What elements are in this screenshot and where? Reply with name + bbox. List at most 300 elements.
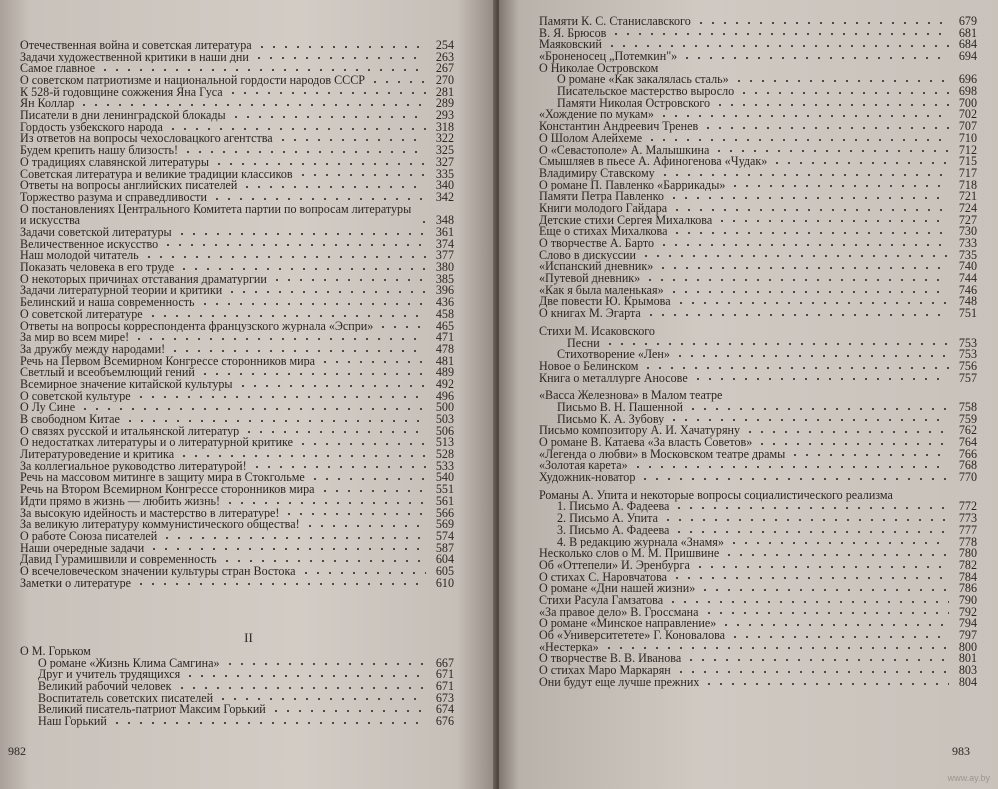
- dot-leader: [184, 674, 426, 678]
- toc-entry-title: О советском патриотизме и национальной гордости народов СССР: [20, 75, 366, 87]
- dot-leader: [182, 150, 426, 154]
- toc-entry[interactable]: [20, 110, 454, 122]
- toc-entry[interactable]: [539, 674, 977, 689]
- toc-entry[interactable]: [539, 165, 977, 180]
- toc-entry-page: 465: [435, 318, 454, 333]
- dot-leader: [133, 337, 426, 341]
- toc-entry-title: О постановлениях Центрального Комитета партии по вопросам литературы и искусства: [20, 201, 412, 228]
- dot-leader: [79, 407, 426, 411]
- toc-entry-title: Писатели в дни ленинградской блокады: [20, 110, 226, 122]
- toc-entry-title: «Васса Железнова» в Малом театре: [539, 390, 723, 402]
- dot-leader: [297, 442, 426, 446]
- dot-leader: [645, 313, 949, 317]
- toc-entry-title: Торжество разума и справедливости: [20, 191, 207, 204]
- toc-entry[interactable]: [539, 142, 977, 157]
- toc-entry-title: Владимиру Ставскому: [539, 167, 655, 180]
- toc-entry[interactable]: [20, 98, 454, 110]
- right-toc-list: [539, 13, 977, 689]
- toc-entry-page: 380: [435, 260, 454, 275]
- toc-entry[interactable]: [539, 390, 977, 402]
- dot-leader: [369, 80, 426, 84]
- toc-entry-page: 506: [435, 423, 454, 438]
- toc-entry-page: 684: [958, 37, 977, 52]
- toc-entry-title: Несколько слов о М. М. Пришвине: [539, 548, 720, 560]
- toc-entry[interactable]: [20, 681, 454, 693]
- dot-leader: [716, 219, 949, 223]
- toc-entry[interactable]: [20, 575, 454, 590]
- toc-entry-page: 673: [435, 690, 454, 705]
- toc-entry-page: 674: [435, 702, 454, 717]
- toc-entry-title: О «Севастополе» А. Малышкина: [539, 144, 710, 157]
- toc-entry-page: 604: [435, 552, 454, 567]
- toc-entry-page: 758: [958, 399, 977, 414]
- toc-entry-title: Две повести Ю. Крымова: [539, 296, 671, 309]
- dot-leader: [646, 138, 949, 142]
- toc-entry-page: 698: [958, 84, 977, 99]
- toc-entry-title: О М. Горьком: [20, 645, 91, 658]
- toc-entry[interactable]: [20, 402, 454, 414]
- toc-entry-page: 718: [958, 177, 977, 192]
- toc-entry[interactable]: [20, 250, 454, 262]
- toc-entry-title: Памяти Петра Павленко: [539, 191, 664, 203]
- dot-leader: [135, 395, 426, 399]
- toc-entry-title: Речь на Первом Всемирном Конгрессе сторонников мира: [20, 355, 316, 368]
- toc-entry[interactable]: [539, 95, 977, 110]
- toc-entry[interactable]: [20, 306, 454, 321]
- page-number: 982: [8, 744, 26, 758]
- toc-entry[interactable]: [20, 493, 454, 508]
- toc-entry[interactable]: [20, 271, 454, 286]
- toc-entry[interactable]: [539, 13, 977, 28]
- toc-entry-title: О связях русской и итальянской литератур: [20, 425, 240, 438]
- dot-leader: [241, 185, 426, 189]
- toc-entry[interactable]: [20, 376, 454, 391]
- dot-leader: [304, 524, 426, 528]
- toc-entry[interactable]: [539, 592, 977, 607]
- toc-entry[interactable]: [20, 505, 454, 520]
- toc-entry[interactable]: [539, 653, 977, 665]
- toc-entry-title: Наши очередные задачи: [20, 542, 145, 555]
- toc-entry-page: 759: [958, 411, 977, 426]
- toc-entry[interactable]: [539, 273, 977, 285]
- toc-entry[interactable]: [20, 669, 454, 681]
- toc-entry[interactable]: [539, 446, 977, 461]
- toc-entry[interactable]: [20, 37, 454, 52]
- dot-leader: [668, 418, 949, 422]
- toc-entry[interactable]: [539, 86, 977, 98]
- left-toc-part2: [20, 646, 454, 728]
- toc-entry[interactable]: [20, 563, 454, 578]
- toc-entry-page: 679: [958, 13, 977, 28]
- toc-entry[interactable]: [539, 370, 977, 385]
- dot-leader: [771, 161, 949, 165]
- toc-entry-page: 753: [958, 347, 977, 362]
- toc-entry-title: Константин Андреевич Тренев: [539, 121, 699, 133]
- toc-entry-title: Ответы на вопросы корреспондента французского журнала «Эспри»: [20, 320, 374, 333]
- toc-entry[interactable]: [539, 326, 977, 338]
- dot-leader: [178, 454, 426, 458]
- toc-entry-page: 489: [435, 365, 454, 380]
- dot-leader: [703, 611, 949, 615]
- toc-entry-title: Художник-новатор: [539, 472, 636, 484]
- toc-entry[interactable]: [20, 414, 454, 426]
- toc-entry-title: Воспитатель советских писателей: [38, 692, 214, 705]
- dot-leader: [176, 686, 426, 690]
- dot-leader: [309, 477, 426, 481]
- toc-entry-page: 478: [435, 341, 454, 356]
- toc-section-heading: [20, 646, 454, 658]
- dot-leader: [270, 709, 426, 713]
- toc-entry[interactable]: [20, 716, 454, 728]
- toc-entry-page: 730: [958, 224, 977, 239]
- toc-entry-title: За коллегиальное руководство литературой!: [20, 460, 247, 473]
- toc-entry[interactable]: [20, 437, 454, 449]
- dot-leader: [148, 547, 426, 551]
- toc-entry[interactable]: [20, 332, 454, 344]
- toc-entry[interactable]: [539, 191, 977, 203]
- toc-entry[interactable]: [20, 236, 454, 251]
- toc-entry[interactable]: [539, 569, 977, 584]
- toc-entry[interactable]: [20, 145, 454, 157]
- toc-entry[interactable]: [20, 201, 454, 228]
- toc-entry[interactable]: [20, 458, 454, 473]
- dot-leader: [733, 79, 949, 83]
- toc-entry[interactable]: [539, 247, 977, 262]
- toc-entry-title: 3. Письмо А. Фадеева: [557, 524, 670, 537]
- toc-entry-title: Стихотворение «Лен»: [557, 349, 670, 361]
- dot-leader: [671, 231, 949, 235]
- toc-entry-title: Еще о стихах Михалкова: [539, 226, 668, 239]
- dot-leader: [297, 173, 426, 177]
- toc-entry-title: Ян Коллар: [20, 98, 75, 111]
- toc-entry[interactable]: [20, 227, 454, 239]
- toc-entry-title: Будем крепить нашу близость!: [20, 145, 179, 157]
- toc-entry[interactable]: [539, 665, 977, 677]
- dot-leader: [135, 582, 426, 586]
- toc-entry-title: Идти прямо в жизнь — любить жизнь!: [20, 495, 221, 508]
- toc-entry-title: 2. Письмо А. Упита: [557, 513, 658, 525]
- toc-entry-title: Наш молодой читатель: [20, 250, 139, 263]
- dot-leader: [789, 453, 949, 457]
- toc-entry[interactable]: [20, 318, 454, 333]
- toc-entry-title: В свободном Китае: [20, 414, 120, 426]
- toc-entry[interactable]: [539, 39, 977, 51]
- toc-entry-page: 281: [435, 84, 454, 99]
- toc-entry[interactable]: [539, 639, 977, 654]
- toc-entry-page: 727: [958, 212, 977, 227]
- toc-entry-page: 540: [435, 470, 454, 485]
- toc-entry[interactable]: [539, 522, 977, 537]
- toc-entry[interactable]: [20, 63, 454, 75]
- toc-entry[interactable]: [20, 519, 454, 531]
- toc-entry[interactable]: [539, 156, 977, 168]
- dot-leader: [606, 44, 949, 48]
- toc-entry[interactable]: [539, 349, 977, 361]
- toc-entry-title: Об «Университетете» Г. Коновалова: [539, 630, 726, 642]
- toc-entry-title: О советской литературе: [20, 308, 143, 321]
- toc-entry-page: 671: [435, 679, 454, 694]
- toc-entry-title: О романе П. Павленко «Баррикады»: [539, 179, 726, 192]
- toc-entry[interactable]: [20, 690, 454, 705]
- toc-entry[interactable]: [539, 399, 977, 414]
- dot-leader: [221, 559, 426, 563]
- dot-leader: [658, 114, 949, 118]
- toc-entry-page: 267: [435, 61, 454, 76]
- toc-entry[interactable]: [539, 490, 977, 502]
- dot-leader: [243, 430, 426, 434]
- toc-entry-page: 325: [435, 143, 454, 158]
- dot-leader: [687, 407, 949, 411]
- toc-entry-title: Великий писатель-патриот Максим Горький: [38, 704, 266, 717]
- toc-entry-page: 385: [435, 271, 454, 286]
- dot-leader: [169, 349, 426, 353]
- toc-entry-title: О недостатках литературы и о литературной критике: [20, 437, 293, 450]
- toc-entry-title: Детские стихи Сергея Михалкова: [539, 214, 713, 227]
- dot-leader: [642, 366, 949, 370]
- toc-entry-title: «За правое дело» В. Гроссмана: [539, 606, 699, 619]
- toc-entry[interactable]: [539, 425, 977, 437]
- dot-leader: [720, 623, 949, 627]
- toc-entry-title: Речь на массовом митинге в защиту мира в Стокгольме: [20, 472, 305, 485]
- toc-entry-page: 569: [435, 517, 454, 532]
- toc-entry[interactable]: [20, 388, 454, 403]
- toc-entry[interactable]: [539, 177, 977, 192]
- toc-entry-page: 784: [958, 569, 977, 584]
- dot-leader: [224, 662, 426, 666]
- toc-entry[interactable]: [20, 84, 454, 99]
- toc-entry-page: 770: [958, 470, 977, 485]
- toc-entry[interactable]: [539, 630, 977, 642]
- toc-entry[interactable]: [539, 226, 977, 238]
- toc-entry-page: 513: [435, 435, 454, 450]
- toc-entry-page: 377: [435, 248, 454, 263]
- toc-entry-page: 746: [958, 282, 977, 297]
- toc-entry-title: Гордость узбекского народа: [20, 121, 163, 134]
- toc-entry-title: Наш Горький: [38, 716, 107, 728]
- toc-entry[interactable]: [20, 540, 454, 555]
- toc-entry-title: «Испанский дневник»: [539, 261, 654, 274]
- toc-entry-title: Друг и учитель трудящихся: [38, 669, 181, 682]
- toc-entry-title: О творчестве А. Барто: [539, 238, 655, 250]
- toc-entry-page: 753: [958, 335, 977, 350]
- toc-entry[interactable]: [539, 200, 977, 215]
- toc-entry-title: «Путевой дневник»: [539, 273, 641, 285]
- toc-entry[interactable]: [20, 449, 454, 461]
- toc-entry[interactable]: [539, 358, 977, 373]
- dot-leader: [671, 576, 949, 580]
- toc-entry-page: 792: [958, 604, 977, 619]
- toc-entry-page: 786: [958, 581, 977, 596]
- toc-entry-page: 794: [958, 616, 977, 631]
- toc-entry-page: 766: [958, 446, 977, 461]
- toc-entry-page: 801: [958, 651, 977, 666]
- toc-entry[interactable]: [539, 460, 977, 472]
- toc-entry[interactable]: [20, 297, 454, 309]
- toc-entry-page: 533: [435, 458, 454, 473]
- dot-leader: [167, 127, 426, 131]
- toc-entry[interactable]: [539, 261, 977, 273]
- toc-entry-page: 289: [435, 96, 454, 111]
- toc-entry[interactable]: [539, 51, 977, 63]
- toc-entry[interactable]: [20, 353, 454, 368]
- dot-leader: [99, 68, 426, 72]
- toc-entry-page: 804: [958, 674, 977, 689]
- toc-entry[interactable]: [539, 437, 977, 449]
- toc-entry-title: О работе Союза писателей: [20, 530, 158, 543]
- toc-entry-title: Новое о Белинском: [539, 360, 639, 373]
- toc-entry-page: 671: [435, 667, 454, 682]
- toc-entry-page: 263: [435, 49, 454, 64]
- dot-leader: [237, 384, 426, 388]
- toc-entry[interactable]: [20, 75, 454, 87]
- toc-entry[interactable]: [539, 308, 977, 320]
- toc-entry-page: 587: [435, 540, 454, 555]
- toc-entry[interactable]: [20, 472, 454, 484]
- toc-entry-title: В. Я. Брюсов: [539, 27, 607, 40]
- toc-entry[interactable]: [539, 472, 977, 484]
- watermark: www.ay.by: [947, 773, 990, 783]
- toc-entry[interactable]: [20, 554, 454, 566]
- toc-entry[interactable]: [20, 367, 454, 379]
- dot-leader: [603, 646, 949, 650]
- toc-entry[interactable]: [539, 212, 977, 227]
- dot-leader: [377, 325, 426, 329]
- toc-entry-page: 561: [435, 493, 454, 508]
- toc-entry-page: 694: [958, 49, 977, 64]
- dot-leader: [668, 290, 949, 294]
- toc-entry-title: Величественное искусство: [20, 238, 159, 251]
- toc-entry-page: 778: [958, 534, 977, 549]
- toc-entry-page: 458: [435, 306, 454, 321]
- toc-entry-page: 707: [958, 119, 977, 134]
- toc-entry-title: За высокую идейность и мастерство в литературе!: [20, 507, 280, 520]
- toc-entry[interactable]: [20, 655, 454, 670]
- dot-leader: [124, 419, 426, 423]
- toc-entry[interactable]: [539, 63, 977, 75]
- toc-entry-page: 803: [958, 663, 977, 678]
- toc-entry-title: Писательское мастерство выросло: [557, 86, 735, 98]
- toc-entry-page: 254: [435, 37, 454, 52]
- toc-entry-title: Они будут еще лучше прежних: [539, 676, 700, 689]
- toc-entry-title: Задачи советской литературы: [20, 227, 172, 239]
- toc-entry-page: 762: [958, 423, 977, 438]
- dot-leader: [418, 220, 426, 224]
- toc-entry[interactable]: [539, 557, 977, 572]
- toc-entry[interactable]: [539, 25, 977, 40]
- toc-entry-page: 610: [435, 575, 454, 590]
- toc-entry-page: 574: [435, 528, 454, 543]
- toc-entry-title: О романе «Жизнь Клима Самгина»: [38, 657, 220, 670]
- dot-leader: [227, 91, 426, 95]
- toc-entry-page: 756: [958, 358, 977, 373]
- dot-leader: [178, 267, 426, 271]
- toc-entry[interactable]: [539, 335, 977, 350]
- toc-entry[interactable]: [539, 74, 977, 86]
- dot-leader: [675, 670, 949, 674]
- dot-leader: [658, 243, 949, 247]
- toc-entry[interactable]: [539, 121, 977, 133]
- toc-entry[interactable]: [20, 528, 454, 543]
- toc-entry-title: О книгах М. Эгарта: [539, 308, 641, 320]
- dot-leader: [277, 138, 426, 142]
- toc-entry[interactable]: [20, 119, 454, 134]
- toc-entry[interactable]: [539, 604, 977, 619]
- toc-entry-title: Письмо В. Н. Пашенной: [557, 401, 683, 414]
- dot-leader: [694, 565, 949, 569]
- dot-leader: [319, 360, 426, 364]
- toc-entry-page: 496: [435, 388, 454, 403]
- dot-leader: [211, 197, 426, 201]
- toc-entry[interactable]: [539, 583, 977, 595]
- dot-leader: [699, 588, 949, 592]
- toc-entry[interactable]: [20, 154, 454, 169]
- toc-entry-title: Заметки о литературе: [20, 577, 132, 590]
- toc-entry[interactable]: [20, 341, 454, 356]
- toc-entry-page: 471: [435, 330, 454, 345]
- toc-entry[interactable]: [20, 131, 454, 146]
- toc-entry[interactable]: [539, 534, 977, 549]
- toc-entry[interactable]: [20, 49, 454, 64]
- dot-leader: [253, 56, 426, 60]
- toc-entry[interactable]: [20, 484, 454, 496]
- toc-entry-page: 500: [435, 400, 454, 415]
- toc-entry-page: 481: [435, 353, 454, 368]
- toc-entry[interactable]: [539, 130, 977, 145]
- dot-leader: [695, 21, 949, 25]
- toc-entry[interactable]: [20, 180, 454, 192]
- toc-entry[interactable]: [20, 262, 454, 274]
- toc-entry[interactable]: [539, 282, 977, 297]
- toc-entry[interactable]: [539, 513, 977, 525]
- toc-entry[interactable]: [539, 499, 977, 514]
- dot-leader: [667, 600, 949, 604]
- toc-entry[interactable]: [539, 411, 977, 426]
- toc-entry[interactable]: [539, 618, 977, 630]
- toc-entry-title: Задачи литературной теории и критики: [20, 285, 223, 298]
- dot-leader: [728, 541, 949, 545]
- toc-entry[interactable]: [20, 704, 454, 716]
- toc-entry-page: 318: [435, 119, 454, 134]
- dot-leader: [659, 173, 949, 177]
- toc-entry-page: 503: [435, 412, 454, 427]
- toc-entry-title: О традициях славянской литературы: [20, 156, 209, 169]
- toc-entry-title: «Легенда о любви» в Московском театре драмы: [539, 448, 786, 461]
- toc-entry[interactable]: [20, 166, 454, 181]
- toc-entry-page: 772: [958, 499, 977, 514]
- dot-leader: [723, 553, 949, 557]
- toc-entry[interactable]: [539, 238, 977, 250]
- toc-entry-title: Давид Гурамишвили и современность: [20, 554, 217, 566]
- dot-leader: [674, 354, 949, 358]
- toc-entry-title: Великий рабочий человек: [38, 681, 172, 693]
- toc-entry[interactable]: [20, 285, 454, 297]
- toc-entry-page: 681: [958, 25, 977, 40]
- toc-entry-title: Стихи Расула Гамзатова: [539, 594, 664, 607]
- toc-entry-title: Из ответов на вопросы чехословацкого агентства: [20, 133, 273, 146]
- toc-entry[interactable]: [539, 294, 977, 309]
- toc-entry-title: Речь на Втором Всемирном Конгрессе сторонников мира: [20, 484, 315, 496]
- toc-entry-title: За великую литературу коммунистического общества!: [20, 519, 300, 531]
- toc-entry[interactable]: [20, 423, 454, 438]
- toc-entry[interactable]: [539, 107, 977, 122]
- toc-entry-page: 667: [435, 655, 454, 670]
- toc-entry-page: 735: [958, 247, 977, 262]
- dot-leader: [729, 184, 949, 188]
- toc-entry-title: Задачи художественной критики в наши дни: [20, 51, 249, 64]
- toc-entry[interactable]: [539, 548, 977, 560]
- toc-entry-title: О романе «Дни нашей жизни»: [539, 583, 696, 595]
- dot-leader: [639, 477, 949, 481]
